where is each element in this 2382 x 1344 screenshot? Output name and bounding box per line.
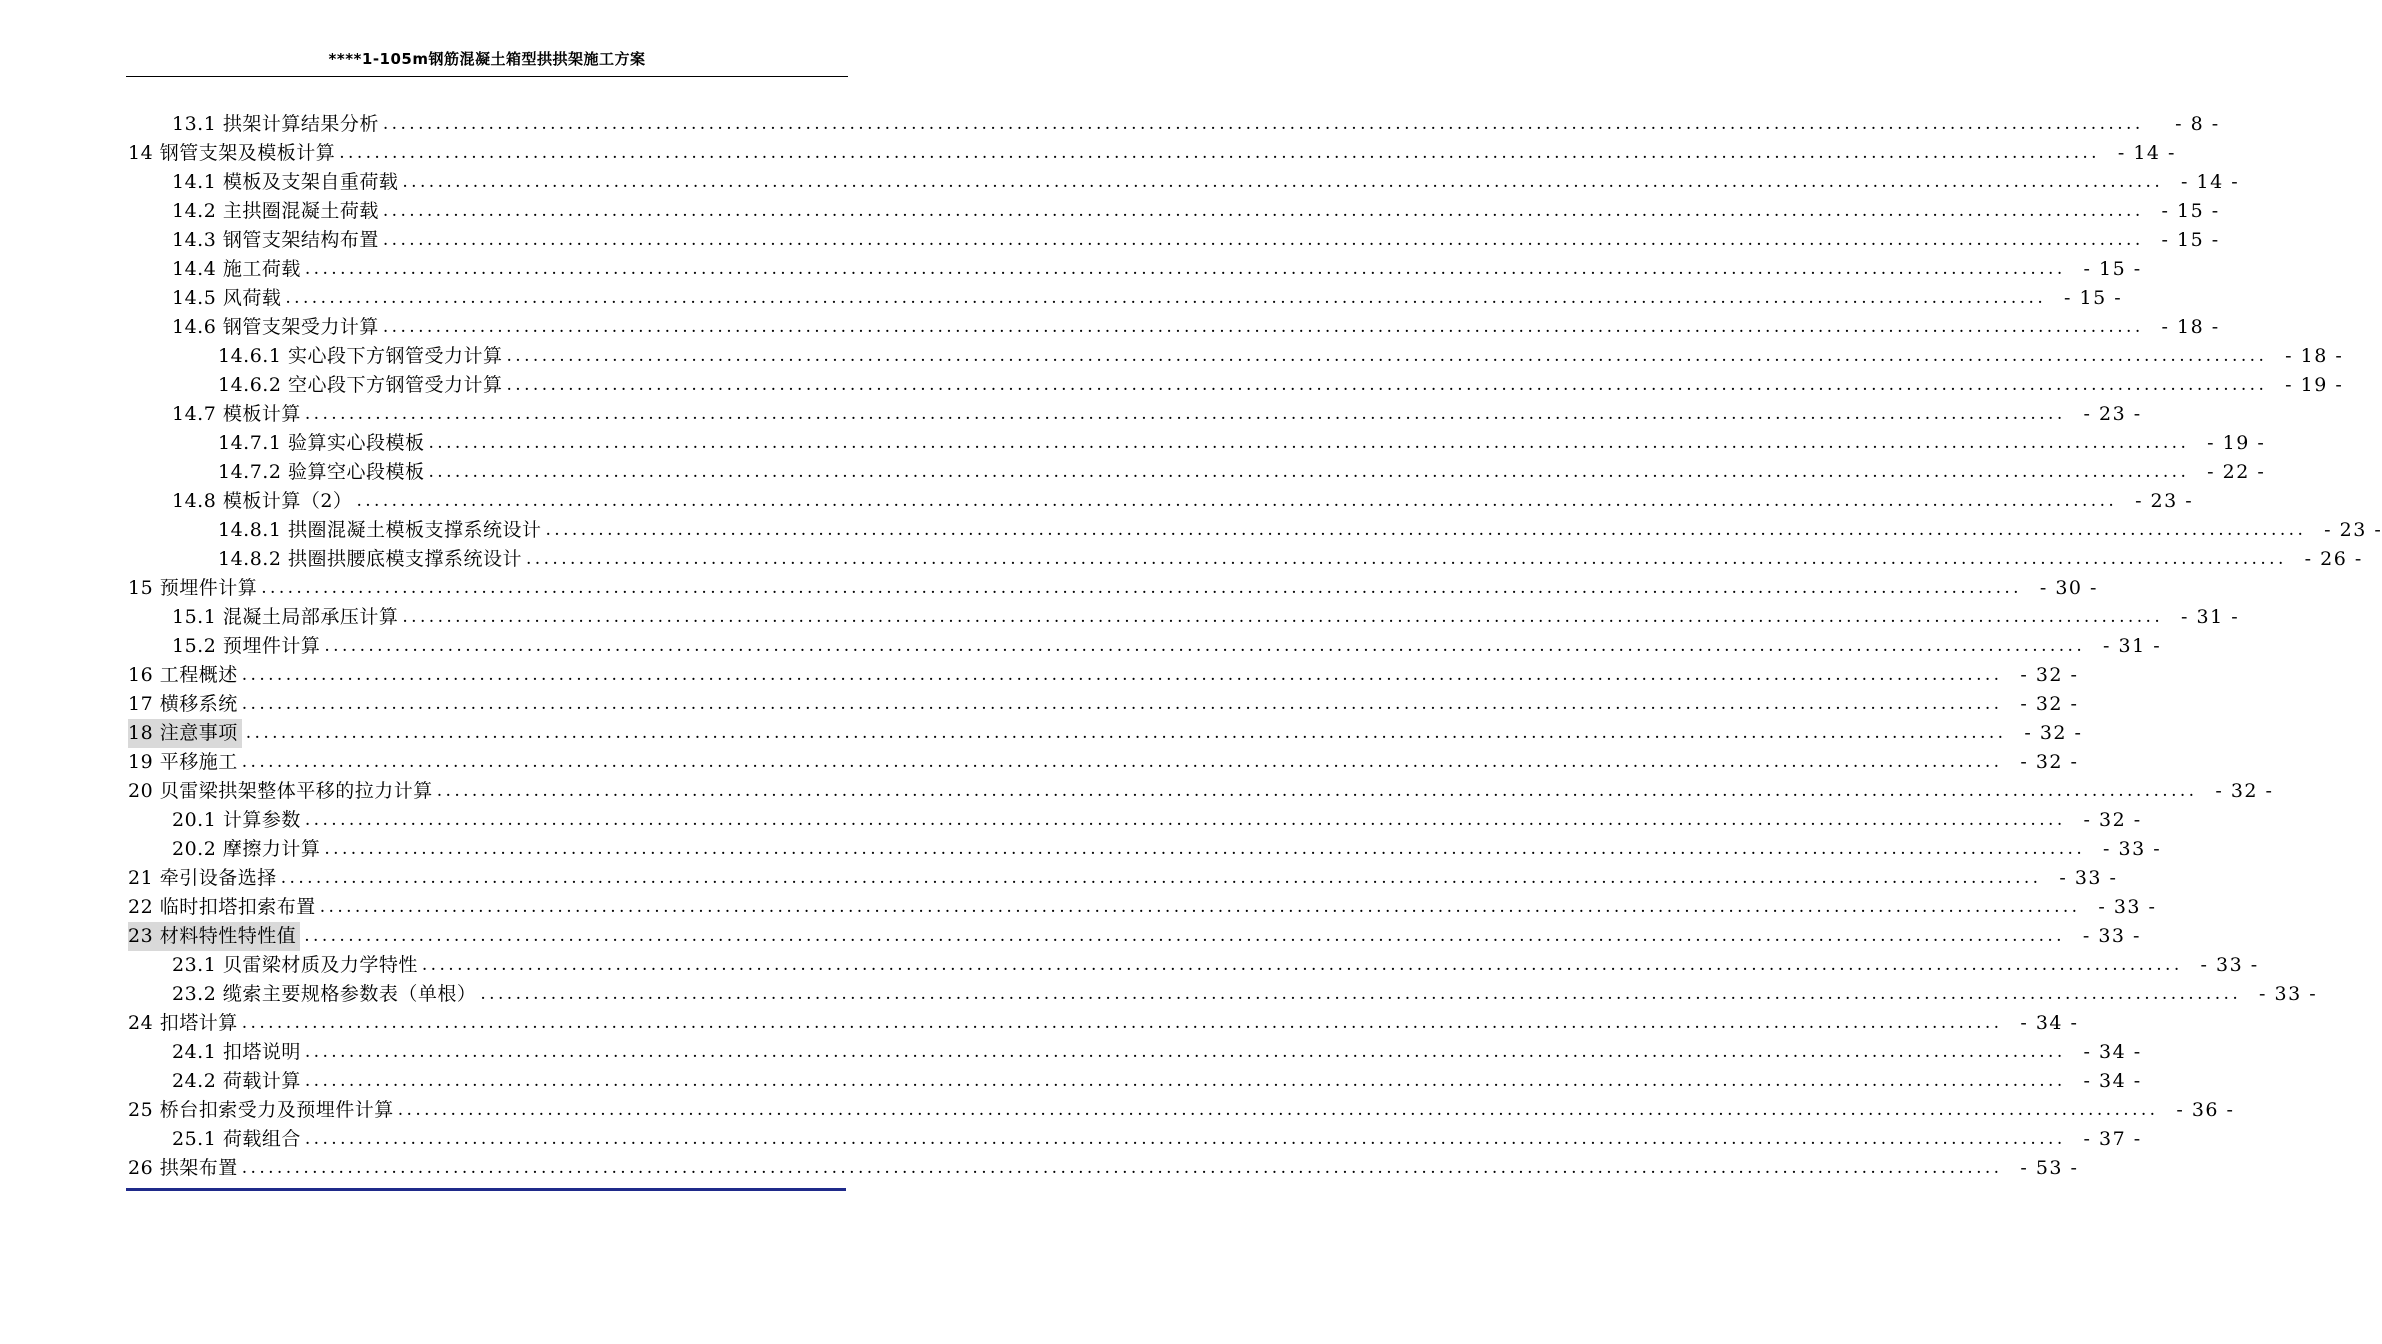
document-header-title: ****1-105m钢筋混凝土箱型拱拱架施工方案 — [328, 50, 646, 68]
toc-entry-page-number: - 22 - — [2207, 461, 2266, 483]
toc-dot-leader: ........................................................................................................................................................................................................ — [304, 259, 2066, 279]
toc-entry[interactable] — [126, 690, 2079, 719]
toc-entry[interactable] — [126, 748, 2079, 777]
toc-entry-label: 20 贝雷梁拱架整体平移的拉力计算 — [128, 780, 433, 802]
toc-entry-page-number: - 31 - — [2103, 635, 2162, 657]
toc-entry-page-number: - 32 - — [2215, 780, 2274, 802]
table-of-contents — [126, 110, 2382, 1183]
toc-dot-leader: ........................................................................................................................................................................................................ — [245, 723, 2007, 743]
toc-dot-leader: ........................................................................................................................................................................................................ — [356, 491, 2118, 511]
toc-entry-label: 14.2 主拱圈混凝土荷载 — [172, 200, 379, 222]
toc-dot-leader: ........................................................................................................................................................................................................ — [402, 607, 2164, 627]
toc-entry[interactable] — [126, 487, 2194, 516]
toc-entry[interactable] — [126, 1038, 2142, 1067]
toc-entry[interactable] — [126, 1096, 2235, 1125]
toc-dot-leader: ........................................................................................................................................................................................................ — [545, 520, 2307, 540]
toc-entry[interactable] — [126, 719, 2083, 748]
toc-entry-page-number: - 32 - — [2020, 693, 2079, 715]
toc-entry-page-number: - 37 - — [2083, 1128, 2142, 1150]
toc-entry-label: 15.2 预埋件计算 — [172, 635, 321, 657]
toc-dot-leader: ........................................................................................................................................................................................................ — [285, 288, 2047, 308]
toc-dot-leader: ........................................................................................................................................................................................................ — [421, 955, 2183, 975]
toc-entry[interactable] — [126, 545, 2363, 574]
toc-entry-page-number: - 23 - — [2135, 490, 2194, 512]
toc-entry-page-number: - 23 - — [2324, 519, 2382, 541]
toc-entry-label: 14.7 模板计算 — [172, 403, 301, 425]
toc-entry-page-number: - 33 - — [2103, 838, 2162, 860]
toc-dot-leader: ........................................................................................................................................................................................................ — [241, 1013, 2003, 1033]
toc-entry[interactable] — [126, 835, 2162, 864]
toc-entry-page-number: - 32 - — [2083, 809, 2142, 831]
toc-entry[interactable] — [126, 893, 2157, 922]
toc-entry-page-number: - 33 - — [2098, 896, 2157, 918]
toc-entry-page-number: - 33 - — [2082, 925, 2141, 947]
toc-dot-leader: ........................................................................................................................................................................................................ — [304, 1071, 2066, 1091]
toc-entry-label: 16 工程概述 — [128, 664, 238, 686]
toc-entry-label: 14.4 施工荷载 — [172, 258, 301, 280]
toc-entry-label: 14.7.2 验算空心段模板 — [218, 461, 425, 483]
toc-entry-label: 14.6.1 实心段下方钢管受力计算 — [218, 345, 503, 367]
toc-dot-leader: ........................................................................................................................................................................................................ — [402, 172, 2164, 192]
toc-dot-leader: ........................................................................................................................................................................................................ — [506, 346, 2268, 366]
toc-entry[interactable] — [126, 661, 2079, 690]
toc-entry[interactable] — [126, 139, 2176, 168]
toc-entry-label: 23 材料特性特性值 — [128, 922, 300, 951]
toc-entry[interactable] — [126, 777, 2274, 806]
toc-entry-page-number: - 33 - — [2059, 867, 2118, 889]
toc-dot-leader: ........................................................................................................................................................................................................ — [324, 636, 2086, 656]
toc-entry-label: 13.1 拱架计算结果分析 — [172, 113, 379, 135]
toc-entry-label: 24.1 扣塔说明 — [172, 1041, 301, 1063]
toc-dot-leader: ........................................................................................................................................................................................................ — [525, 549, 2287, 569]
toc-entry-page-number: - 31 - — [2181, 606, 2240, 628]
toc-entry-page-number: - 15 - — [2161, 229, 2220, 251]
toc-entry-page-number: - 14 - — [2181, 171, 2240, 193]
toc-entry[interactable] — [126, 400, 2142, 429]
toc-entry[interactable] — [126, 603, 2240, 632]
toc-entry-label: 26 拱架布置 — [128, 1157, 238, 1179]
toc-entry-page-number: - 18 - — [2285, 345, 2344, 367]
toc-entry-page-number: - 15 - — [2161, 200, 2220, 222]
toc-entry[interactable] — [126, 951, 2259, 980]
toc-entry-page-number: - 30 - — [2039, 577, 2098, 599]
toc-entry[interactable] — [126, 458, 2266, 487]
toc-entry[interactable] — [126, 342, 2344, 371]
toc-entry[interactable] — [126, 574, 2098, 603]
toc-dot-leader: ........................................................................................................................................................................................................ — [382, 114, 2144, 134]
toc-entry-label: 15.1 混凝土局部承压计算 — [172, 606, 399, 628]
toc-entry-page-number: - 19 - — [2207, 432, 2266, 454]
toc-entry-label: 14 钢管支架及模板计算 — [128, 142, 336, 164]
toc-dot-leader: ........................................................................................................................................................................................................ — [436, 781, 2198, 801]
toc-entry-page-number: - 26 - — [2304, 548, 2363, 570]
toc-entry-label: 15 预埋件计算 — [128, 577, 258, 599]
toc-dot-leader: ........................................................................................................................................................................................................ — [339, 143, 2100, 163]
toc-dot-leader: ........................................................................................................................................................................................................ — [382, 230, 2144, 250]
toc-entry-page-number: - 53 - — [2020, 1157, 2079, 1179]
toc-dot-leader: ........................................................................................................................................................................................................ — [280, 868, 2042, 888]
toc-entry-label: 14.8.2 拱圈拱腰底模支撑系统设计 — [218, 548, 522, 570]
toc-entry-page-number: - 32 - — [2024, 722, 2083, 744]
header-divider — [126, 76, 848, 77]
toc-entry-page-number: - 36 - — [2176, 1099, 2235, 1121]
toc-dot-leader: ........................................................................................................................................................................................................ — [397, 1100, 2159, 1120]
toc-entry-label: 14.1 模板及支架自重荷载 — [172, 171, 399, 193]
toc-entry-page-number: - 32 - — [2020, 751, 2079, 773]
toc-entry[interactable] — [126, 1067, 2142, 1096]
toc-entry-label: 14.7.1 验算实心段模板 — [218, 432, 425, 454]
toc-entry[interactable] — [126, 226, 2220, 255]
toc-entry[interactable] — [126, 1154, 2079, 1183]
toc-entry[interactable] — [126, 864, 2118, 893]
toc-entry[interactable] — [126, 1125, 2142, 1154]
toc-entry-label: 25.1 荷载组合 — [172, 1128, 301, 1150]
toc-entry-label: 18 注意事项 — [128, 719, 242, 748]
toc-entry[interactable] — [126, 429, 2266, 458]
footer-divider — [126, 1188, 846, 1191]
toc-entry-label: 14.8 模板计算（2） — [172, 490, 353, 512]
toc-entry-label: 14.6 钢管支架受力计算 — [172, 316, 379, 338]
toc-entry[interactable] — [126, 806, 2142, 835]
toc-entry-label: 23.1 贝雷梁材质及力学特性 — [172, 954, 418, 976]
toc-dot-leader: ........................................................................................................................................................................................................ — [304, 810, 2066, 830]
toc-entry-page-number: - 34 - — [2083, 1041, 2142, 1063]
toc-dot-leader: ........................................................................................................................................................................................................ — [319, 897, 2081, 917]
toc-dot-leader: ........................................................................................................................................................................................................ — [382, 317, 2144, 337]
toc-entry-label: 25 桥台扣索受力及预埋件计算 — [128, 1099, 394, 1121]
toc-entry-label: 20.2 摩擦力计算 — [172, 838, 321, 860]
toc-entry-label: 24 扣塔计算 — [128, 1012, 238, 1034]
toc-dot-leader: ........................................................................................................................................................................................................ — [241, 665, 2003, 685]
toc-dot-leader: ........................................................................................................................................................................................................ — [241, 1158, 2003, 1178]
toc-entry-label: 24.2 荷载计算 — [172, 1070, 301, 1092]
toc-entry-label: 21 牵引设备选择 — [128, 867, 277, 889]
toc-entry-page-number: - 14 - — [2117, 142, 2176, 164]
toc-entry-page-number: - 33 - — [2200, 954, 2259, 976]
toc-entry-page-number: - 32 - — [2020, 664, 2079, 686]
toc-entry[interactable] — [126, 516, 2382, 545]
toc-entry-label: 14.5 风荷载 — [172, 287, 282, 309]
toc-entry[interactable] — [126, 632, 2162, 661]
toc-entry[interactable] — [126, 197, 2220, 226]
toc-dot-leader: ........................................................................................................................................................................................................ — [480, 984, 2242, 1004]
toc-entry[interactable] — [126, 980, 2318, 1009]
toc-entry[interactable] — [126, 110, 2220, 139]
toc-entry-label: 23.2 缆索主要规格参数表（单根） — [172, 983, 477, 1005]
toc-dot-leader: ........................................................................................................................................................................................................ — [304, 1042, 2066, 1062]
toc-entry[interactable] — [126, 1009, 2079, 1038]
toc-entry-page-number: - 34 - — [2083, 1070, 2142, 1092]
toc-entry[interactable] — [126, 168, 2240, 197]
toc-entry-page-number: - 15 - — [2064, 287, 2123, 309]
toc-entry-page-number: - 23 - — [2083, 403, 2142, 425]
toc-entry-page-number: - 19 - — [2285, 374, 2344, 396]
toc-entry-label: 14.6.2 空心段下方钢管受力计算 — [218, 374, 503, 396]
toc-dot-leader: ........................................................................................................................................................................................................ — [261, 578, 2022, 598]
toc-entry-label: 19 平移施工 — [128, 751, 238, 773]
toc-entry-label: 17 横移系统 — [128, 693, 238, 715]
toc-entry-label: 20.1 计算参数 — [172, 809, 301, 831]
toc-entry-page-number: - 33 - — [2259, 983, 2318, 1005]
toc-entry-page-number: - 18 - — [2161, 316, 2220, 338]
toc-entry[interactable] — [126, 313, 2220, 342]
toc-dot-leader: ........................................................................................................................................................................................................ — [241, 752, 2003, 772]
toc-dot-leader: ........................................................................................................................................................................................................ — [304, 1129, 2066, 1149]
toc-entry[interactable] — [126, 255, 2142, 284]
toc-entry-label: 14.3 钢管支架结构布置 — [172, 229, 379, 251]
toc-entry[interactable] — [126, 371, 2344, 400]
toc-dot-leader: ........................................................................................................................................................................................................ — [324, 839, 2086, 859]
toc-entry-label: 22 临时扣塔扣索布置 — [128, 896, 316, 918]
toc-entry-page-number: - 15 - — [2083, 258, 2142, 280]
toc-dot-leader: ........................................................................................................................................................................................................ — [428, 462, 2190, 482]
toc-entry[interactable] — [126, 284, 2123, 313]
toc-entry-page-number: - 8 - — [2175, 113, 2220, 135]
toc-dot-leader: ........................................................................................................................................................................................................ — [241, 694, 2003, 714]
toc-entry[interactable] — [126, 922, 2141, 951]
toc-dot-leader: ........................................................................................................................................................................................................ — [304, 926, 2065, 946]
toc-entry-page-number: - 34 - — [2020, 1012, 2079, 1034]
toc-dot-leader: ........................................................................................................................................................................................................ — [304, 404, 2066, 424]
toc-dot-leader: ........................................................................................................................................................................................................ — [382, 201, 2144, 221]
toc-dot-leader: ........................................................................................................................................................................................................ — [506, 375, 2268, 395]
toc-entry-label: 14.8.1 拱圈混凝土模板支撑系统设计 — [218, 519, 542, 541]
toc-dot-leader: ........................................................................................................................................................................................................ — [428, 433, 2190, 453]
